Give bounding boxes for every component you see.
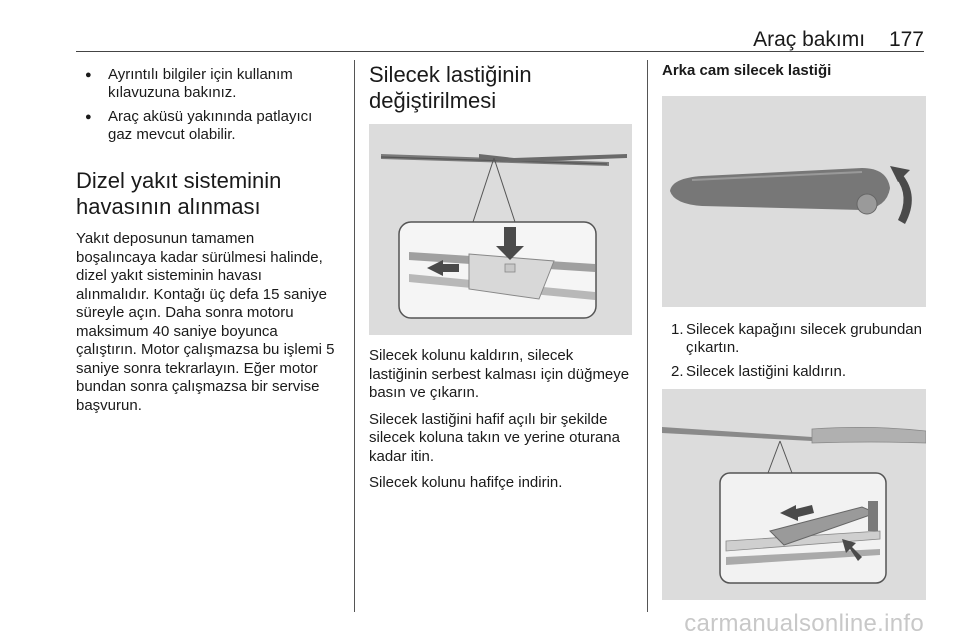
section-heading-rear-wiper: Arka cam silecek lastiği: [662, 62, 832, 79]
step-number: 1.: [671, 321, 684, 338]
page-number: 177: [888, 28, 924, 51]
column-divider: [354, 60, 355, 612]
header-rule: [76, 51, 924, 52]
column-3: [662, 62, 926, 600]
step-number: 2.: [671, 363, 684, 380]
running-header: [753, 28, 924, 52]
column-1: [76, 62, 338, 423]
section-title: Araç bakımı: [753, 28, 866, 51]
wiper-instruction-2: Silecek lastiğini hafif açılı bir şekilde silecek koluna takın ve yerine oturana kadar itin.: [369, 410, 620, 465]
wiper-blade-figure: [369, 124, 632, 335]
step-text: Silecek lastiğini kaldırın.: [686, 363, 847, 380]
column-2: [369, 62, 633, 501]
step-item: [662, 321, 926, 357]
rear-wiper-cover-figure: [662, 96, 926, 307]
column-divider: [647, 60, 648, 612]
step-item: [662, 363, 926, 381]
wiper-instruction-1: Silecek kolunu kaldırın, silecek lastiğinin serbest kalması için düğmeye basın ve çıkarın.: [369, 347, 630, 401]
section-heading-wiper-blade: Silecek lastiğinin değiştirilmesi: [369, 62, 532, 113]
rear-wiper-blade-figure: [662, 389, 926, 600]
rear-wiper-cover-illustration: [662, 96, 926, 307]
watermark: carmanualsonline.info: [684, 610, 924, 637]
section-heading-diesel-bleeding: Dizel yakıt sisteminin havasının alınması: [76, 168, 282, 219]
diesel-body-text: Yakıt deposunun tamamen boşalıncaya kadar sürülmesi halinde, dizel yakıt sisteminin havası alınmalıdır. Kontağı üç defa 15 saniye süreyle açın. Daha sonra motoru maksimum 40 saniye boyunca çalıştırın. Motor çalışmazsa bu işlemi 5 saniye sonra tekrarlayın. Eğer motor bundan sonra çalışmazsa bir servise başvurun.: [76, 230, 335, 414]
wiper-blade-illustration: [369, 124, 632, 335]
wiper-instruction-3: Silecek kolunu hafifçe indirin.: [369, 474, 563, 491]
bullet-item: ● Ayrıntılı bilgiler için kullanım kılavuzuna bakınız.: [76, 66, 338, 102]
step-text: Silecek kapağını silecek grubundan çıkartın.: [686, 321, 922, 356]
rear-wiper-blade-illustration: [662, 389, 926, 600]
bullet-item: ● Araç aküsü yakınında patlayıcı gaz mevcut olabilir.: [76, 108, 338, 144]
